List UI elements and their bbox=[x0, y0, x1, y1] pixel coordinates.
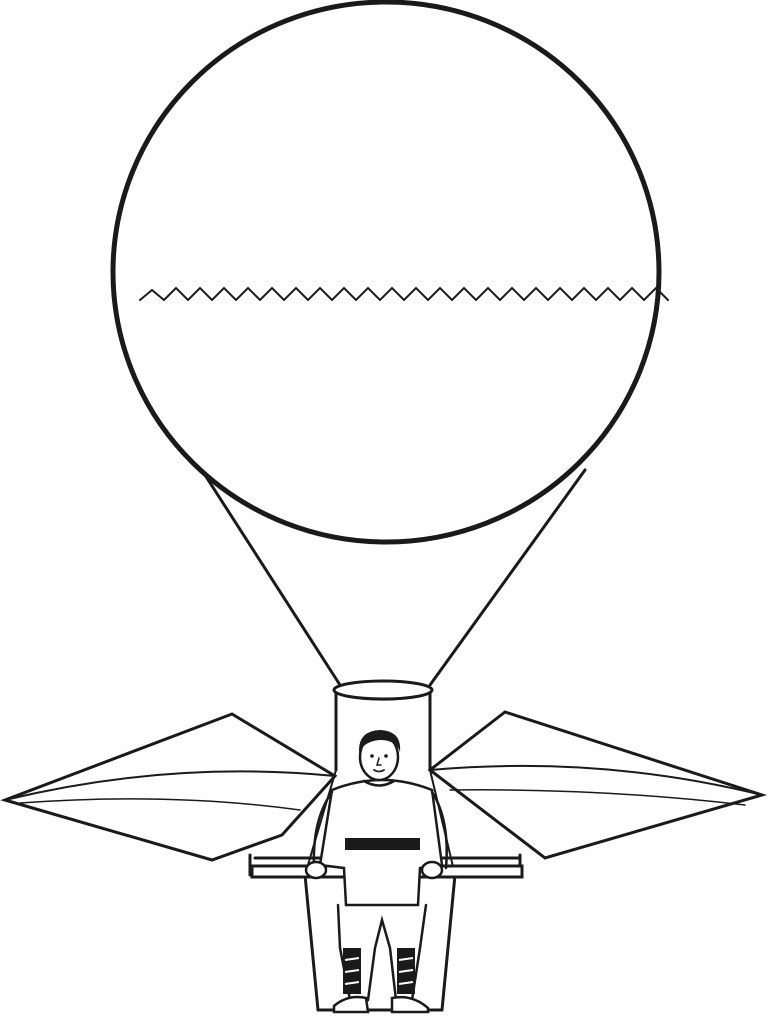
balloon-envelope bbox=[113, 2, 668, 542]
left-wing bbox=[5, 714, 335, 860]
right-wing bbox=[430, 712, 762, 858]
